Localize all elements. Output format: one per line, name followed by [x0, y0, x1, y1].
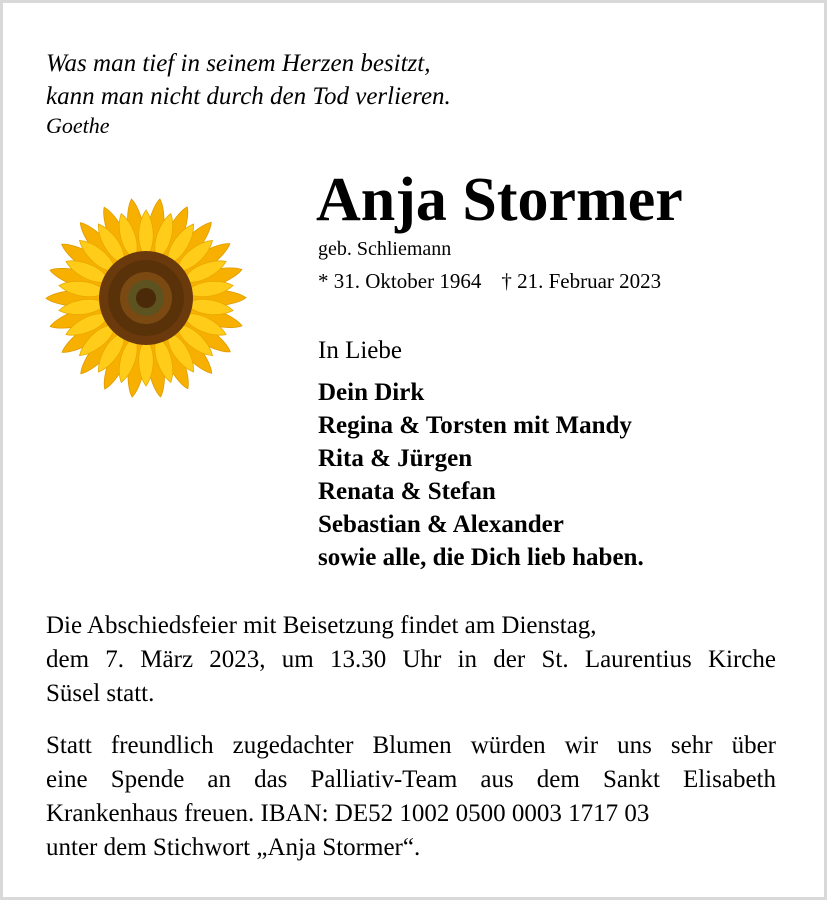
donation-paragraph — [46, 729, 776, 865]
donation-line: Statt freundlich zugedachter Blumen würden wir uns sehr über — [46, 732, 776, 759]
birth-date: * 31. Oktober 1964 — [318, 269, 482, 293]
mourner-line: Rita & Jürgen — [318, 445, 473, 472]
birth-name: geb. Schliemann — [318, 238, 452, 260]
mourner-line: Renata & Stefan — [318, 478, 496, 505]
quote-line-1: Was man tief in seinem Herzen besitzt, — [46, 50, 431, 77]
ceremony-paragraph — [46, 609, 776, 711]
donation-line: Krankenhaus freuen. IBAN: DE52 1002 0500 0003 1717 03 — [46, 800, 650, 827]
quote-line-2: kann man nicht durch den Tod verlieren. — [46, 83, 451, 110]
ceremony-line: Die Abschiedsfeier mit Beisetzung findet am Dienstag, — [46, 612, 597, 639]
sunflower-image — [40, 192, 252, 404]
mourners-list — [318, 376, 644, 574]
mourner-line: Sebastian & Alexander — [318, 511, 564, 538]
mourner-line: Dein Dirk — [318, 379, 425, 406]
quote-author: Goethe — [46, 113, 110, 138]
life-dates — [318, 268, 661, 294]
death-date: † 21. Februar 2023 — [501, 269, 662, 293]
deceased-name: Anja Stormer — [316, 166, 683, 234]
in-love-label: In Liebe — [318, 337, 402, 364]
mourner-line: Regina & Torsten mit Mandy — [318, 412, 632, 439]
donation-line: unter dem Stichwort „Anja Stormer“. — [46, 834, 421, 861]
ceremony-line: dem 7. März 2023, um 13.30 Uhr in der St. Laurentius Kirche — [46, 646, 776, 673]
mourner-line: sowie alle, die Dich lieb haben. — [318, 544, 644, 571]
ceremony-line: Süsel statt. — [46, 680, 155, 707]
quote-block — [46, 47, 451, 139]
donation-line: eine Spende an das Palliativ-Team aus dem Sankt Elisabeth — [46, 766, 776, 793]
